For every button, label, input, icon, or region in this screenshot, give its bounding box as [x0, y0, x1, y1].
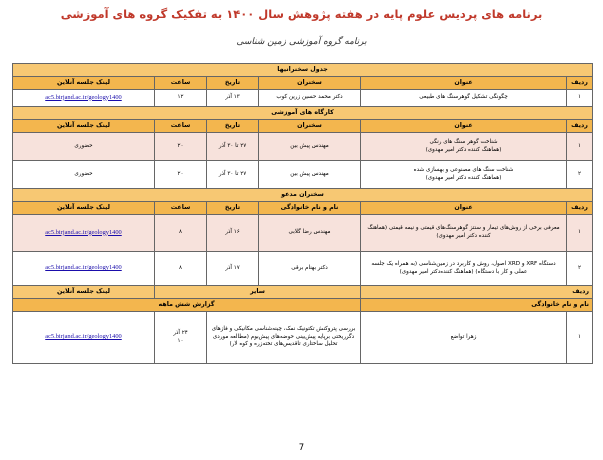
col-header-speaker: سخنران — [259, 120, 361, 133]
col-header-link: لینک جلسه آنلاین — [13, 286, 155, 299]
row-date: ۲۷ تا ۳۰ آذر — [207, 161, 259, 189]
col-header-row-number: ردیف — [567, 77, 593, 90]
row-date: ۱۷ آذر — [207, 252, 259, 286]
row-title: شناخت گوهر سنگ های رنگی — [429, 138, 498, 145]
col-header-speaker: سخنران — [259, 77, 361, 90]
col-header-title: عنوان — [361, 202, 567, 215]
section-subheader: گزارش شش ماهه — [13, 299, 361, 312]
row-date: ۱۳ آذر — [207, 90, 259, 107]
section-lectures-header-row — [13, 77, 593, 90]
row-description: بررسی پترو‌کنش تکتونیک نمک، چینه‌شناسی مکانیکی و فازهای دگرریختی برپایه پیش‌بینی حوضه‌های پیش‌بوم (مطالعه موردی تحلیل ساختاری تاقدیس‌های تخته‌زره و کوه لار) — [207, 312, 361, 364]
col-header-date: تاریخ — [207, 77, 259, 90]
page-title: برنامه های پردیس علوم پایه در هفته پژوهش سال ۱۴۰۰ به تفکیک گروه های آموزشی — [60, 7, 543, 21]
row-speaker: دکتر محمد حسین زرین کوب — [259, 90, 361, 107]
table-row — [13, 161, 593, 189]
col-header-link: لینک جلسه آنلاین — [13, 120, 155, 133]
table-row — [13, 133, 593, 161]
section-lectures-title-row — [13, 64, 593, 77]
row-number: ۲ — [567, 252, 593, 286]
col-header-link: لینک جلسه آنلاین — [13, 77, 155, 90]
row-date: ۲۷ تا ۳۰ آذر — [207, 133, 259, 161]
col-header-title: عنوان — [361, 77, 567, 90]
row-speaker: دکتر بهنام برقی — [259, 252, 361, 286]
row-date: ۱۶ آذر — [207, 215, 259, 252]
row-speaker: مهندس رضا گلابی — [259, 215, 361, 252]
table-row — [13, 312, 593, 364]
row-name: زهرا تواضع — [361, 312, 567, 364]
page-number: 7 — [298, 443, 305, 453]
online-session-link[interactable]: ac5.birjand.ac.ir/geology1400 — [45, 228, 122, 236]
section-invited-header-row — [13, 202, 593, 215]
row-time: ۱۰ — [177, 337, 184, 344]
table-row — [13, 90, 593, 107]
row-title: معرفی برخی از روش‌های تیمار و سنتز گوهرسنگ‌های قیمتی و نیمه قیمتی (هماهنگ کننده دکتر امیر مهدوی) — [361, 215, 567, 252]
online-session-link[interactable]: ac5.birjand.ac.ir/geology1400 — [45, 264, 122, 272]
row-time: ۱۲ — [155, 90, 207, 107]
row-number: ۱ — [567, 312, 593, 364]
row-coordinator: (هماهنگ کننده دکتر امیر مهدوی) — [425, 146, 502, 153]
row-title: چگونگی تشکیل گوهرسنگ های طبیعی — [361, 90, 567, 107]
row-attendance: حضوری — [13, 133, 155, 161]
table-row — [13, 215, 593, 252]
row-speaker: مهندس پیش بین — [259, 133, 361, 161]
row-number: ۱ — [567, 133, 593, 161]
row-date: ۲۴ آذر — [173, 329, 188, 336]
col-header-time: ساعت — [155, 202, 207, 215]
col-header-time: ساعت — [155, 120, 207, 133]
schedule-table — [12, 63, 593, 364]
row-time: ۲۰ — [155, 161, 207, 189]
col-header-date: تاریخ — [207, 120, 259, 133]
row-coordinator: (هماهنگ کننده دکتر امیر مهدوی) — [425, 174, 502, 181]
col-header-date: تاریخ — [207, 202, 259, 215]
online-session-link[interactable]: ac5.birjand.ac.ir/geology1400 — [45, 333, 122, 341]
row-number: ۲ — [567, 161, 593, 189]
row-attendance: حضوری — [13, 161, 155, 189]
section-title: کارگاه های آموزشی — [13, 107, 593, 120]
section-title: سخنران مدعو — [13, 189, 593, 202]
section-title: جدول سخنرانیها — [13, 64, 593, 77]
col-header-name: نام و نام خانوادگی — [259, 202, 361, 215]
online-session-link[interactable]: ac5.birjand.ac.ir/geology1400 — [45, 93, 122, 101]
row-time: ۸ — [155, 252, 207, 286]
department-subtitle: برنامه گروه آموزشی زمین شناسی — [236, 37, 367, 47]
row-time: ۲۰ — [155, 133, 207, 161]
row-title: شناخت سنگ های مصنوعی و بهسازی شده — [413, 166, 514, 173]
section-invited-title-row — [13, 189, 593, 202]
col-header-title: عنوان — [361, 120, 567, 133]
row-number: ۱ — [567, 215, 593, 252]
col-header-link: لینک جلسه آنلاین — [13, 202, 155, 215]
table-row — [13, 252, 593, 286]
col-header-row-number: ردیف — [361, 286, 593, 299]
row-time: ۸ — [155, 215, 207, 252]
section-other-title-row — [13, 286, 593, 299]
row-speaker: مهندس پیش بین — [259, 161, 361, 189]
row-title: دستگاه XRF و XRD اصول، روش و کاربرد در زمین‌شناسی (به همراه یک جلسه عملی و کار با دستگاه) (هماهنگ کننده‌دکتر امیر مهدوی) — [361, 252, 567, 286]
section-title: سایر — [155, 286, 361, 299]
col-header-row-number: ردیف — [567, 202, 593, 215]
section-workshops-header-row — [13, 120, 593, 133]
col-header-name: نام و نام خانوادگی — [361, 299, 593, 312]
section-workshops-title-row — [13, 107, 593, 120]
row-number: ۱ — [567, 90, 593, 107]
col-header-time: ساعت — [155, 77, 207, 90]
col-header-row-number: ردیف — [567, 120, 593, 133]
section-other-header-row — [13, 299, 593, 312]
